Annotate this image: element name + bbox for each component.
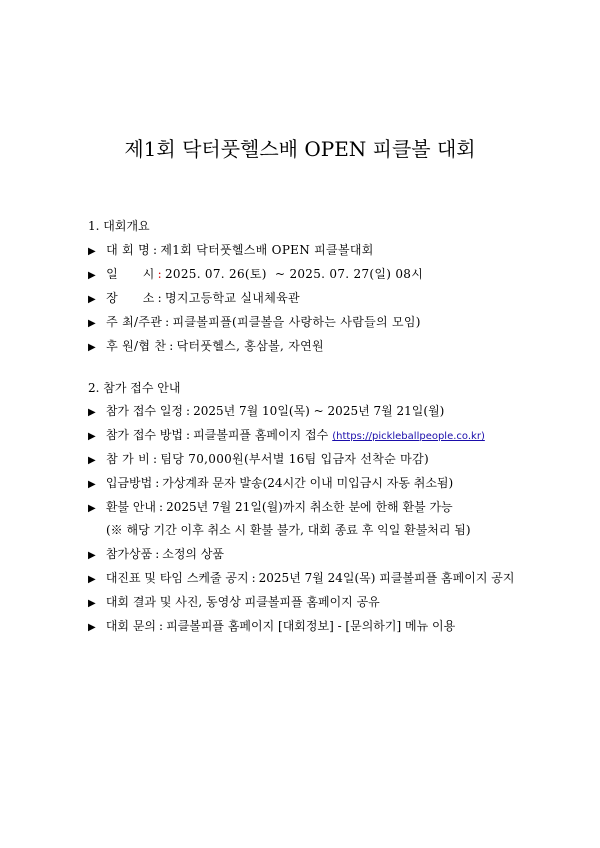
row-label: 참가상품 [105, 547, 153, 561]
row-label: 주 최/주관 [106, 315, 163, 329]
page-title: 제1회 닥터풋헬스배 OPEN 피클볼 대회 [124, 137, 476, 161]
row-label: 후 원/협 찬 [106, 339, 167, 353]
separator: : [155, 476, 160, 490]
overview-row-venue [88, 290, 300, 308]
registration-row-results [88, 594, 380, 612]
separator: : [157, 267, 162, 281]
row-label: 대 회 명 [106, 243, 151, 257]
separator: : [186, 428, 191, 442]
row-value: 2025년 7월 21일(월)까지 취소한 분에 한해 환불 가능 [166, 500, 453, 514]
overview-row-host [88, 314, 421, 332]
row-value: 2025년 7월 10일(목) ~ 2025년 7월 21일(월) [193, 404, 445, 418]
row-label: 장 소 [106, 291, 155, 305]
bullet-icon: ▶ [88, 455, 96, 466]
separator: : [157, 291, 162, 305]
bullet-icon: ▶ [88, 574, 96, 585]
row-value: 피클볼피플(피클볼을 사랑하는 사람들의 모임) [172, 315, 421, 329]
refund-note: (※ 해당 기간 이후 취소 시 환불 불가, 대회 종료 후 익일 환불처리 됨) [106, 523, 471, 537]
row-text: 대회 결과 및 사진, 동영상 피클볼피플 홈페이지 공유 [105, 595, 380, 609]
row-value: 2025년 7월 24일(목) 피클볼피플 홈페이지 공지 [258, 571, 515, 585]
bullet-icon: ▶ [88, 294, 96, 305]
separator: : [153, 243, 158, 257]
row-value: 피클볼피플 홈페이지 [대회정보] - [문의하기] 메뉴 이용 [166, 619, 456, 633]
registration-row-refund [88, 499, 453, 517]
row-label: 입금방법 [105, 476, 153, 490]
bullet-icon: ▶ [88, 270, 96, 281]
bullet-icon: ▶ [88, 318, 96, 329]
row-value: 소정의 상품 [162, 547, 225, 561]
row-value: 명지고등학교 실내체육관 [164, 291, 300, 305]
separator: : [159, 619, 164, 633]
registration-row-method [88, 427, 485, 445]
bullet-icon: ▶ [88, 550, 96, 561]
registration-row-schedule [88, 403, 444, 421]
bullet-icon: ▶ [88, 622, 96, 633]
row-value: 닥터풋헬스, 홍삼볼, 자연원 [176, 339, 324, 353]
registration-row-payment [88, 475, 453, 493]
row-label: 환불 안내 [105, 500, 157, 514]
separator: : [165, 315, 170, 329]
row-label: 참가 접수 일정 [105, 404, 184, 418]
row-label: 대회 문의 [105, 619, 157, 633]
registration-row-inquiry [88, 618, 455, 636]
separator: : [155, 547, 160, 561]
separator: : [251, 571, 256, 585]
bullet-icon: ▶ [88, 407, 96, 418]
section-heading-registration: 2. 참가 접수 안내 [88, 381, 181, 395]
bullet-icon: ▶ [88, 431, 96, 442]
separator: : [169, 339, 174, 353]
row-value: 제1회 닥터풋헬스배 OPEN 피클볼대회 [160, 243, 374, 257]
bullet-icon: ▶ [88, 503, 96, 514]
overview-row-sponsor [88, 338, 324, 356]
bullet-icon: ▶ [88, 342, 96, 353]
section-heading-overview: 1. 대회개요 [88, 219, 150, 233]
bullet-icon: ▶ [88, 479, 96, 490]
row-label: 대진표 및 타임 스케줄 공지 [105, 571, 249, 585]
overview-row-name [88, 242, 374, 260]
row-value: 피클볼피플 홈페이지 접수 [193, 428, 329, 442]
bullet-icon: ▶ [88, 246, 96, 257]
overview-row-date [88, 266, 423, 284]
registration-row-prize [88, 546, 224, 564]
registration-row-fee [88, 451, 429, 469]
homepage-link[interactable]: (https://pickleballpeople.co.kr) [332, 431, 485, 442]
row-value: 가상계좌 문자 발송(24시간 이내 미입금시 자동 취소됨) [162, 476, 454, 490]
separator: : [159, 500, 164, 514]
separator: : [186, 404, 191, 418]
row-label: 참가 접수 방법 [105, 428, 184, 442]
bullet-icon: ▶ [88, 598, 96, 609]
row-label: 일 시 [106, 267, 155, 281]
separator: : [153, 452, 158, 466]
row-value: 팀당 70,000원(부서별 16팀 입금자 선착순 마감) [160, 452, 429, 466]
row-value: 2025. 07. 26(토) ~ 2025. 07. 27(일) 08시 [164, 267, 424, 281]
row-label: 참 가 비 [106, 452, 151, 466]
registration-row-bracket [88, 570, 514, 588]
